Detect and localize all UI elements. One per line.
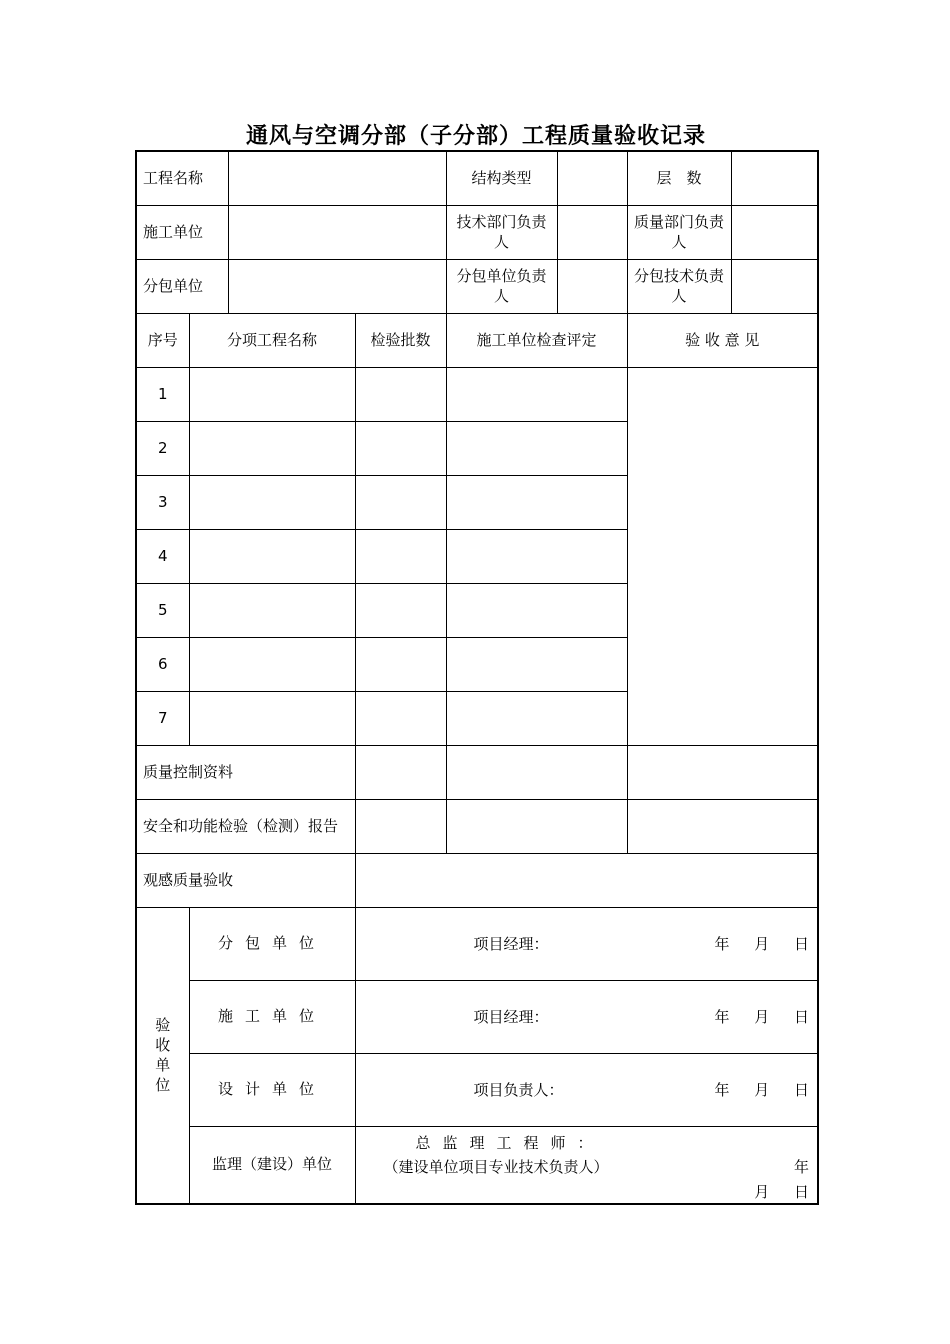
subcontract-sign-cell[interactable] [355,907,818,980]
row-seq: 1 [136,367,189,421]
project-name-label: 工程名称 [136,151,228,205]
row-item-name[interactable] [189,529,355,583]
row-item-name[interactable] [189,421,355,475]
owner-tech-head-label: （建设单位项目专业技术负责人） [383,1157,609,1176]
floors-value[interactable] [731,151,818,205]
page-title: 通风与空调分部（子分部）工程质量验收记录 [245,124,706,149]
row-seq: 4 [136,529,189,583]
subcontract-unit-name: 分包单位 [189,907,355,980]
construction-sign-cell[interactable] [355,980,818,1053]
row-batch-count[interactable] [355,421,446,475]
quality-docs-row [136,745,818,799]
row-item-name[interactable] [189,691,355,745]
safety-report-count[interactable] [355,799,446,853]
quality-docs-check[interactable] [446,745,627,799]
quality-head-value[interactable] [731,205,818,259]
signer-label: 项目经理： [473,934,549,953]
subcontract-unit-label: 分包单位 [136,259,228,313]
subcontract-head-label: 分包单位负责人 [446,259,557,313]
supervision-sign-cell[interactable] [355,1126,818,1204]
appearance-label: 观感质量验收 [136,853,355,907]
row-seq: 6 [136,637,189,691]
structure-type-value[interactable] [557,151,627,205]
quality-head-label: 质量部门负责人 [627,205,731,259]
row-batch-count[interactable] [355,367,446,421]
row-seq: 2 [136,421,189,475]
subcontract-unit-value[interactable] [228,259,446,313]
row-self-check[interactable] [446,583,627,637]
appearance-value[interactable] [355,853,818,907]
construction-unit-name: 施工单位 [189,980,355,1053]
col-batch-count-header: 检验批数 [355,313,446,367]
safety-report-row [136,799,818,853]
subcontract-unit-row [136,259,818,313]
safety-report-check[interactable] [446,799,627,853]
row-self-check[interactable] [446,529,627,583]
structure-type-label: 结构类型 [446,151,557,205]
acceptance-row-design [136,1053,818,1126]
acceptance-group-char: 单 [155,1056,171,1074]
construction-unit-value[interactable] [228,205,446,259]
floors-label: 层 数 [627,151,731,205]
row-batch-count[interactable] [355,475,446,529]
safety-report-label: 安全和功能检验（检测）报告 [136,799,355,853]
row-seq: 3 [136,475,189,529]
row-seq: 5 [136,583,189,637]
design-unit-name: 设计单位 [189,1053,355,1126]
quality-docs-count[interactable] [355,745,446,799]
row-batch-count[interactable] [355,583,446,637]
sign-date: 年 月 日 [714,1007,810,1026]
row-item-name[interactable] [189,475,355,529]
acceptance-group-char: 收 [155,1035,171,1054]
row-item-name[interactable] [189,637,355,691]
project-name-value[interactable] [228,151,446,205]
sign-date: 年 月 日 [714,1080,810,1099]
sign-date: 年 月 日 [714,934,810,953]
tech-head-label: 技术部门负责人 [446,205,557,259]
col-item-name-header: 分项工程名称 [189,313,355,367]
opinion-cell[interactable] [627,367,818,745]
row-self-check[interactable] [446,367,627,421]
row-seq: 7 [136,691,189,745]
signer-label: 项目经理： [473,1007,549,1026]
quality-docs-opinion[interactable] [627,745,818,799]
acceptance-group-char: 验 [155,1015,171,1034]
sign-year: 年 [794,1157,810,1176]
sign-month-day: 月 日 [754,1182,810,1201]
row-self-check[interactable] [446,637,627,691]
supervision-unit-name: 监理（建设）单位 [189,1126,355,1204]
row-self-check[interactable] [446,475,627,529]
acceptance-record-table [135,150,819,1205]
subcontract-tech-head-value[interactable] [731,259,818,313]
column-header-row [136,313,818,367]
row-batch-count[interactable] [355,691,446,745]
acceptance-row-supervision [136,1126,818,1204]
row-self-check[interactable] [446,421,627,475]
col-seq-header: 序号 [136,313,189,367]
col-self-check-header: 施工单位检查评定 [446,313,627,367]
table-row [136,367,818,421]
design-sign-cell[interactable] [355,1053,818,1126]
col-opinion-header: 验 收 意 见 [627,313,818,367]
acceptance-row-construction [136,980,818,1053]
acceptance-group-char: 位 [155,1076,171,1095]
chief-engineer-label: 总监理工程师： [415,1133,605,1152]
subcontract-head-value[interactable] [557,259,627,313]
construction-unit-label: 施工单位 [136,205,228,259]
tech-head-value[interactable] [557,205,627,259]
quality-docs-label: 质量控制资料 [136,745,355,799]
row-item-name[interactable] [189,367,355,421]
project-name-row [136,151,818,205]
subcontract-tech-head-label: 分包技术负责人 [627,259,731,313]
row-self-check[interactable] [446,691,627,745]
signer-label: 项目负责人： [473,1080,564,1099]
row-batch-count[interactable] [355,637,446,691]
row-item-name[interactable] [189,583,355,637]
row-batch-count[interactable] [355,529,446,583]
acceptance-group-label [136,907,189,1204]
acceptance-row-subcontract [136,907,818,980]
safety-report-opinion[interactable] [627,799,818,853]
construction-unit-row [136,205,818,259]
appearance-row [136,853,818,907]
